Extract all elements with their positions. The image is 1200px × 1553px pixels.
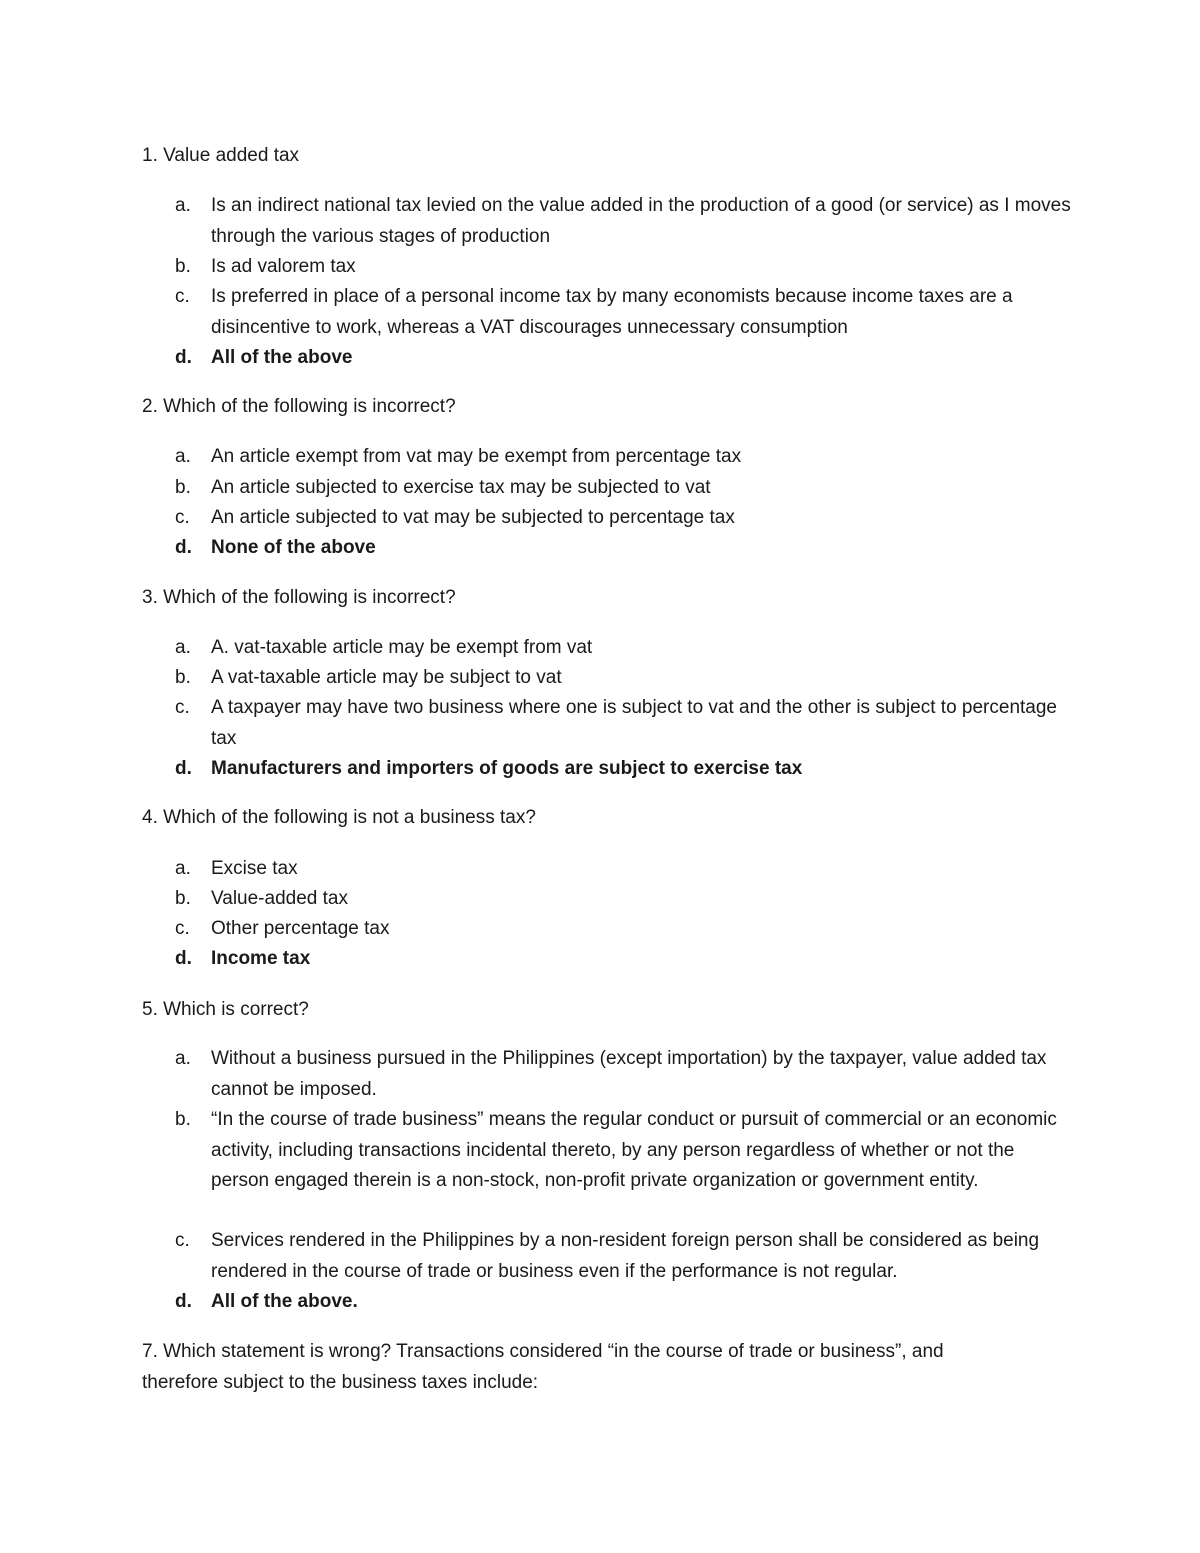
q4-option-b: b. Value-added tax bbox=[175, 888, 348, 909]
q5-option-d-answer: d. All of the above. bbox=[175, 1291, 358, 1312]
question-5-title: 5. Which is correct? bbox=[142, 999, 309, 1020]
q5-option-c: c. Services rendered in the Philippines by a non-resident foreign person shall be considered as being rendered in the course of trade or business even if the performance is not regular. bbox=[175, 1230, 1040, 1282]
q4-option-a: a. Excise tax bbox=[175, 858, 298, 879]
q2-option-c: c. An article subjected to vat may be subjected to percentage tax bbox=[175, 507, 735, 528]
q1-option-d-answer: d. All of the above bbox=[175, 347, 353, 368]
question-4-title: 4. Which of the following is not a business tax? bbox=[142, 807, 536, 828]
q4-option-c: c. Other percentage tax bbox=[175, 918, 390, 939]
q1-option-c: c. Is preferred in place of a personal income tax by many economists because income taxes are a disincentive to work, whereas a VAT discourages unnecessary consumption bbox=[175, 286, 1013, 338]
q2-option-a: a. An article exempt from vat may be exempt from percentage tax bbox=[175, 446, 742, 467]
q3-option-c: c. A taxpayer may have two business where one is subject to vat and the other is subject to percentage tax bbox=[175, 697, 1057, 749]
q3-option-b: b. A vat-taxable article may be subject to vat bbox=[175, 667, 562, 688]
q1-option-a: a. Is an indirect national tax levied on the value added in the production of a good (or service) as I moves through the various stages of production bbox=[175, 195, 1071, 247]
question-1-title: 1. Value added tax bbox=[142, 145, 300, 166]
question-7-title: 7. Which statement is wrong? Transactions considered “in the course of trade or business”, and therefore subject to the business taxes include: bbox=[142, 1341, 944, 1393]
q2-option-b: b. An article subjected to exercise tax may be subjected to vat bbox=[175, 477, 711, 498]
question-2-title: 2. Which of the following is incorrect? bbox=[142, 396, 456, 417]
q5-option-b: b. “In the course of trade business” means the regular conduct or pursuit of commercial or an economic activity, including transactions incidental thereto, by any person regardless of whether or not the person engaged therein is a non-stock, non-profit private organization or government entity. bbox=[175, 1109, 1057, 1191]
q3-option-a: a. A. vat-taxable article may be exempt from vat bbox=[175, 637, 593, 658]
q4-option-d-answer: d. Income tax bbox=[175, 948, 311, 969]
q5-option-a: a. Without a business pursued in the Philippines (except importation) by the taxpayer, value added tax cannot be imposed. bbox=[175, 1048, 1047, 1100]
q1-option-b: b. Is ad valorem tax bbox=[175, 256, 356, 277]
question-3-title: 3. Which of the following is incorrect? bbox=[142, 587, 456, 608]
q3-option-d-answer: d. Manufacturers and importers of goods are subject to exercise tax bbox=[175, 758, 803, 779]
q2-option-d-answer: d. None of the above bbox=[175, 537, 376, 558]
